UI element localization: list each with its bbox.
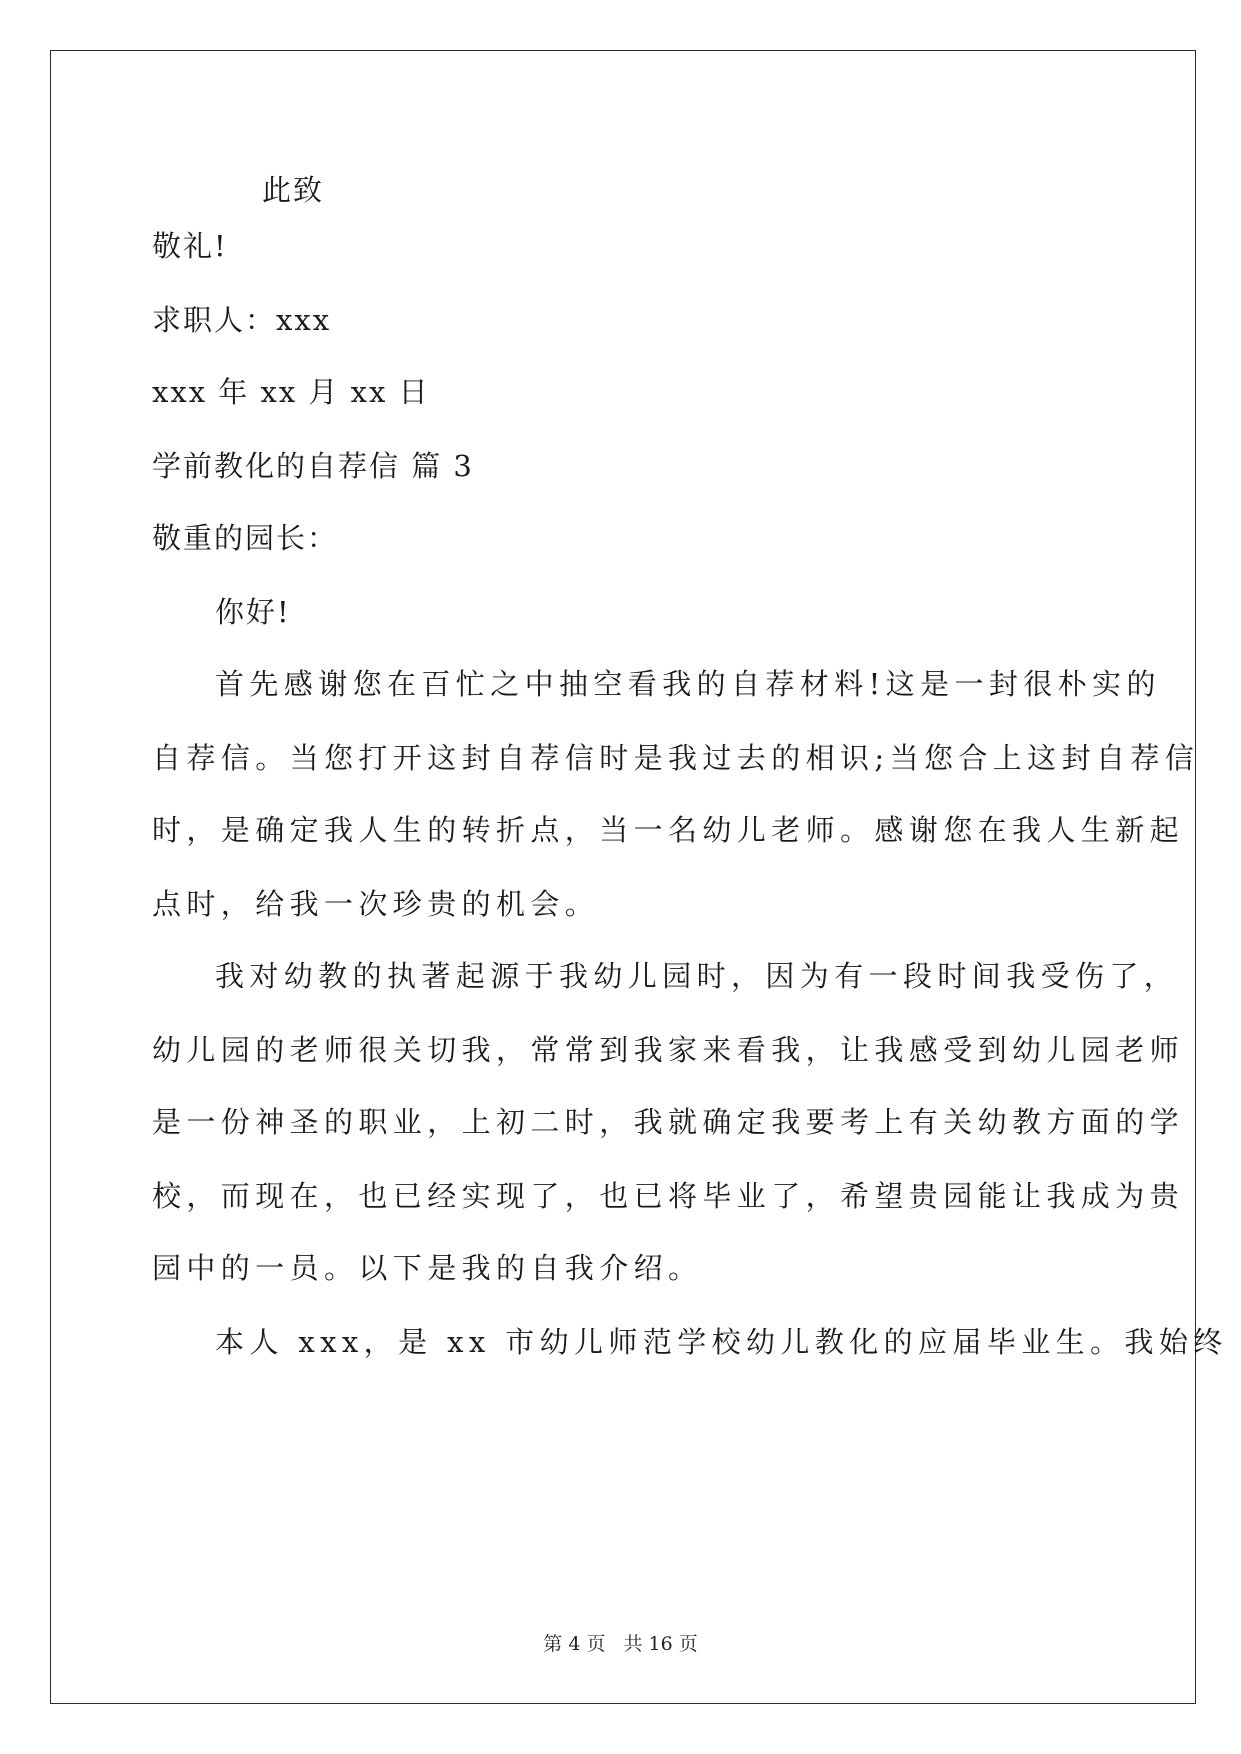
addressee: 敬重的园长： [152, 521, 339, 555]
paragraph-line: 我对幼教的执著起源于我幼儿园时，因为有一段时间我受伤了， [215, 959, 1179, 993]
page-border [50, 50, 1196, 1704]
letter-date: xxx 年 xx 月 xx 日 [152, 375, 430, 409]
paragraph-line: 校，而现在，也已经实现了，也已将毕业了，希望贵园能让我成为贵 [152, 1179, 1185, 1213]
applicant-signature: 求职人：xxx [152, 303, 332, 337]
page-number: 第 4 页 [543, 1633, 606, 1655]
page-footer [0, 1632, 1241, 1656]
paragraph-line: 首先感谢您在百忙之中抽空看我的自荐材料!这是一封很朴实的 [215, 667, 1161, 701]
closing-salutation: 此致 [262, 173, 325, 207]
section-title: 学前教化的自荐信 篇 3 [152, 449, 474, 483]
paragraph-line: 园中的一员。以下是我的自我介绍。 [152, 1251, 703, 1285]
paragraph-line: 是一份神圣的职业，上初二时，我就确定我要考上有关幼教方面的学 [152, 1105, 1185, 1139]
paragraph-line: 本人 xxx，是 xx 市幼儿师范学校幼儿教化的应届毕业生。我始终 [215, 1325, 1228, 1359]
paragraph-line: 自荐信。当您打开这封自荐信时是我过去的相识;当您合上这封自荐信 [152, 741, 1200, 775]
page-total: 共 16 页 [623, 1633, 698, 1655]
closing-regards: 敬礼! [152, 229, 228, 263]
paragraph-line: 点时，给我一次珍贵的机会。 [152, 887, 600, 921]
paragraph-line: 幼儿园的老师很关切我，常常到我家来看我，让我感受到幼儿园老师 [152, 1033, 1185, 1067]
paragraph-line: 时，是确定我人生的转折点，当一名幼儿老师。感谢您在我人生新起 [152, 813, 1185, 847]
greeting: 你好! [215, 595, 291, 629]
